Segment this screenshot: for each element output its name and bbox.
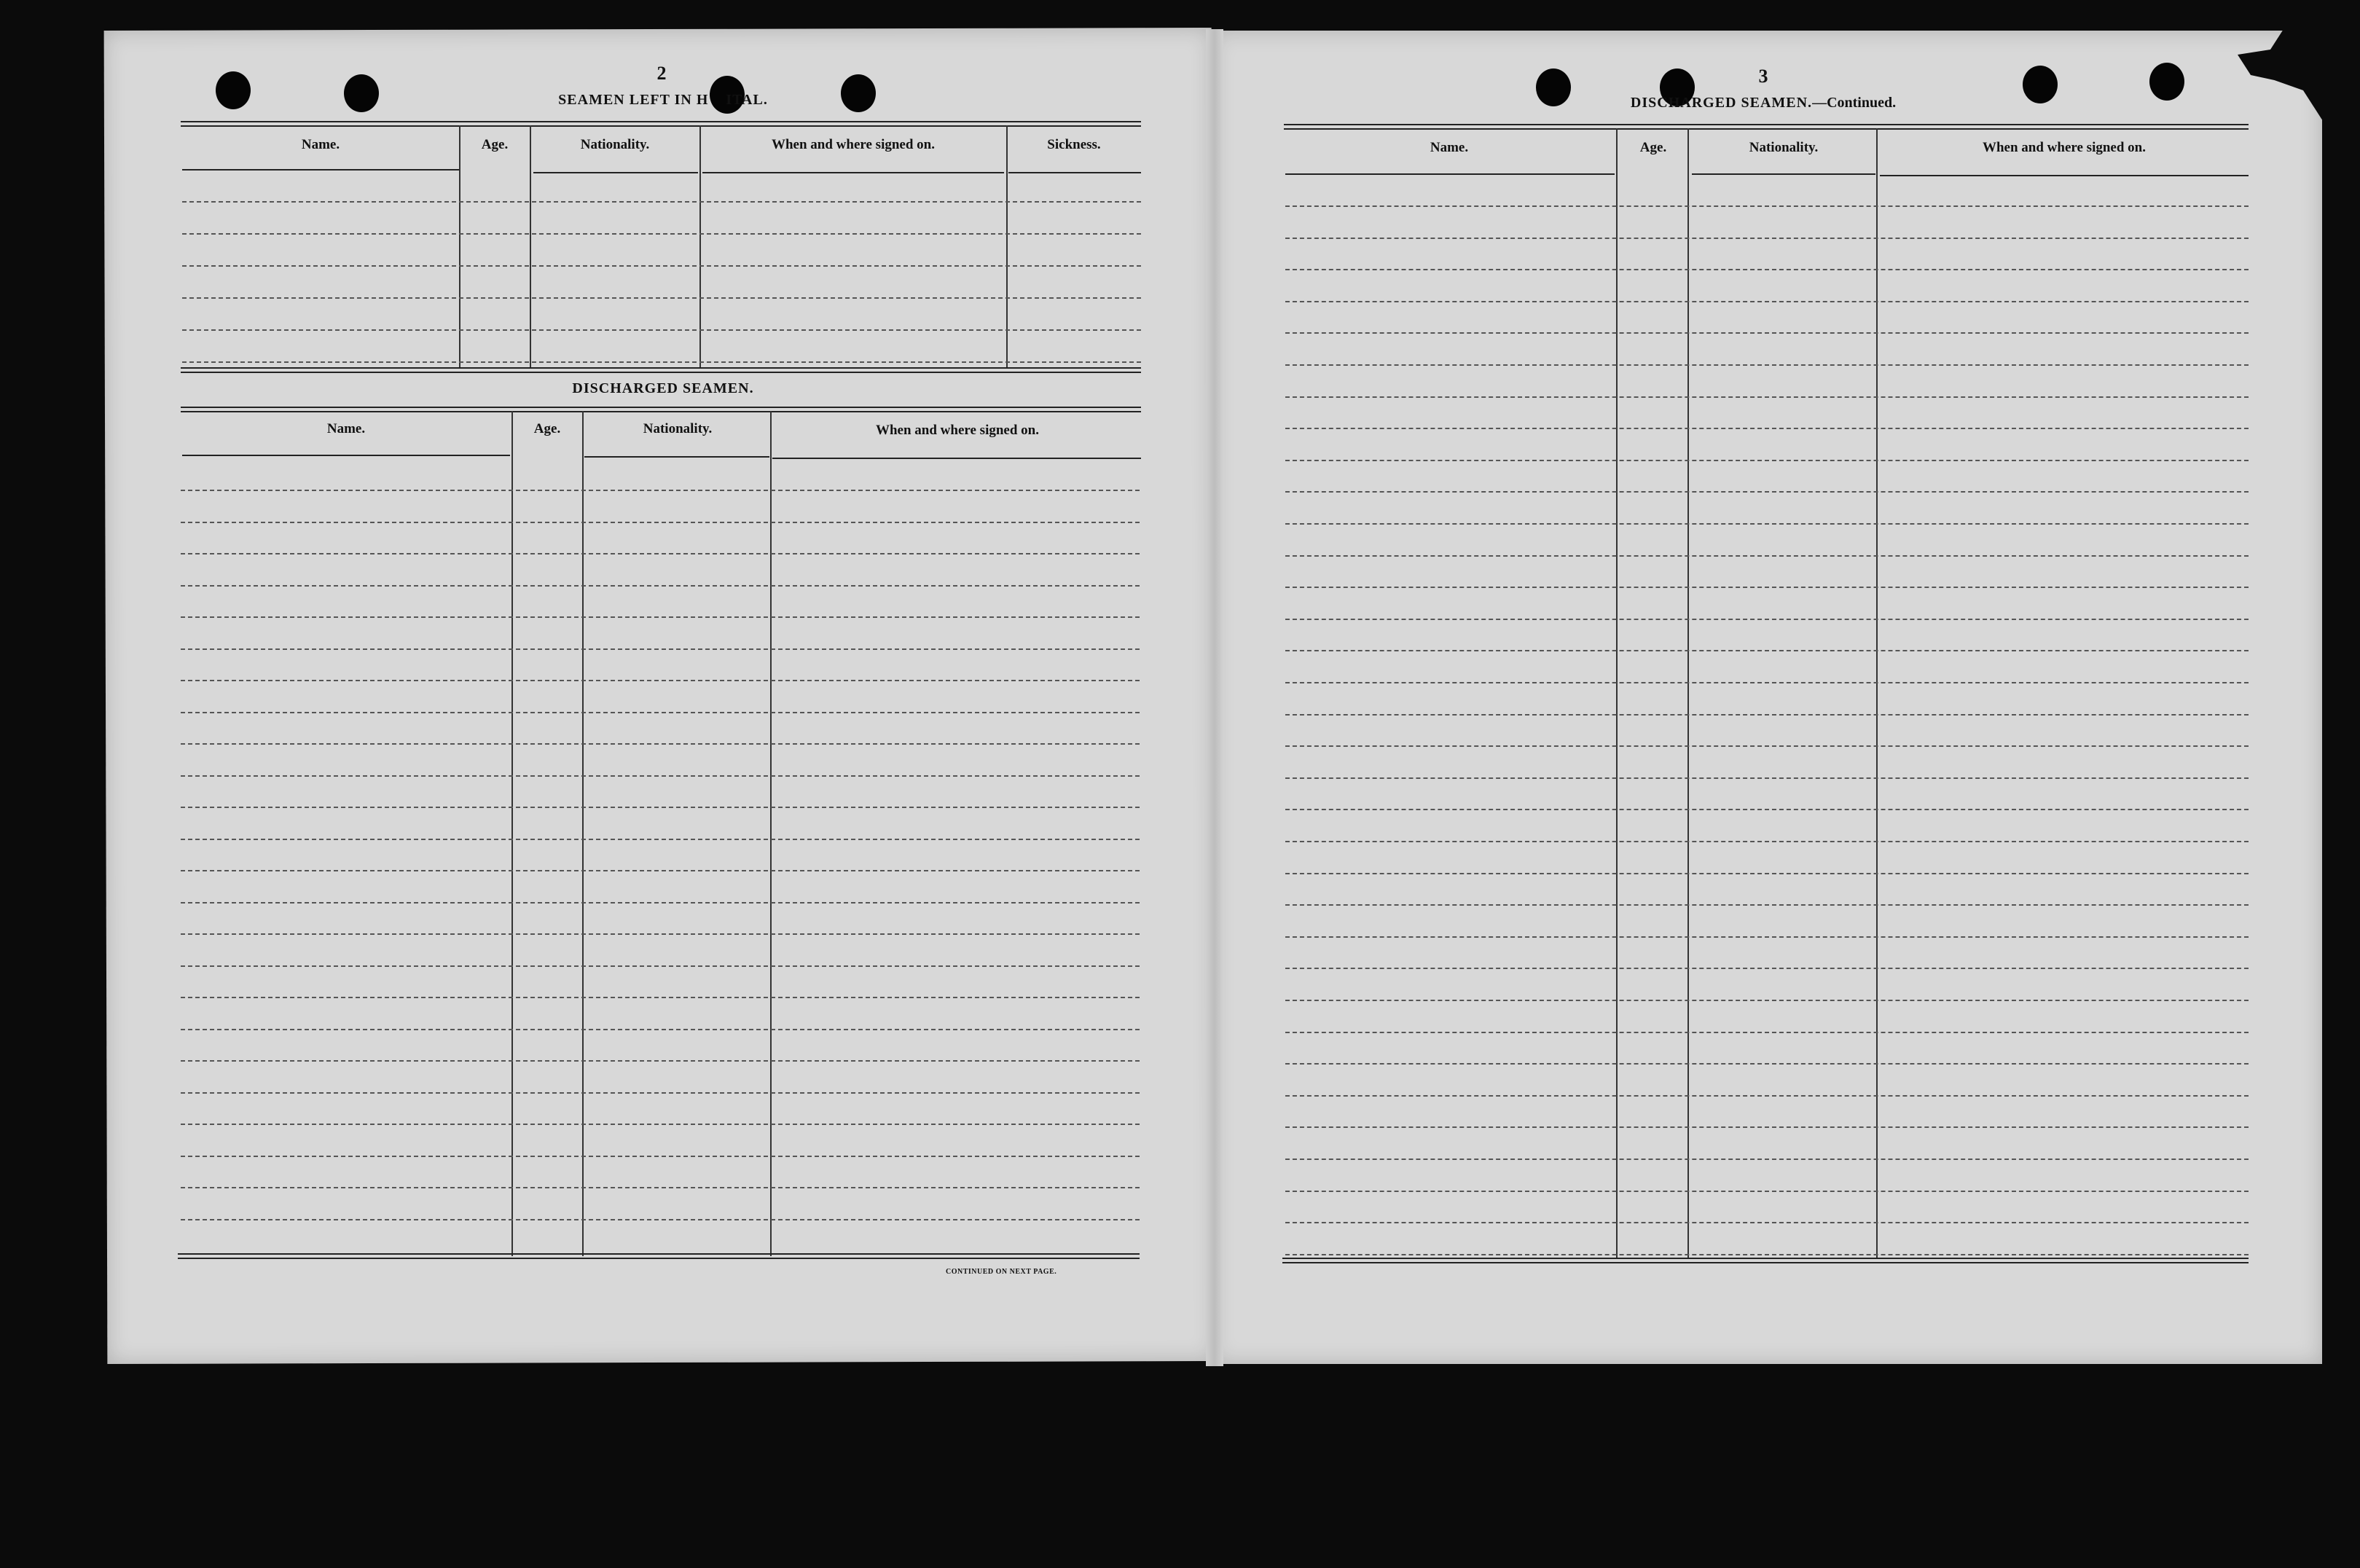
- blank-entry-line: [1285, 1254, 2249, 1255]
- column-header-age: Age.: [533, 421, 561, 436]
- blank-entry-line: [181, 1187, 1140, 1188]
- blank-entry-line: [181, 522, 1140, 523]
- column-header-signed-on: When and where signed on.: [771, 137, 935, 152]
- blank-entry-line: [181, 902, 1140, 903]
- section-title-discharged: DISCHARGED SEAMEN.: [572, 380, 754, 396]
- column-header-name: Name.: [1430, 140, 1469, 155]
- blank-entry-line: [181, 680, 1140, 681]
- column-divider: [511, 411, 513, 1256]
- blank-entry-line: [181, 775, 1140, 777]
- blank-entry-line: [1285, 269, 2249, 270]
- blank-entry-line: [1285, 714, 2249, 716]
- left-page: [104, 28, 1215, 1364]
- page-number: 2: [656, 63, 667, 84]
- section-title-suffix: —Continued.: [1812, 95, 1897, 111]
- blank-entry-line: [1285, 1222, 2249, 1223]
- blank-entry-line: [1285, 1000, 2249, 1001]
- column-divider: [459, 125, 460, 369]
- blank-entry-line: [181, 807, 1140, 808]
- blank-entry-line: [1285, 460, 2249, 461]
- blank-entry-line: [181, 585, 1140, 587]
- section-title-discharged-continued: [1559, 95, 1967, 111]
- blank-entry-line: [181, 1060, 1140, 1062]
- blank-entry-line: [1285, 491, 2249, 493]
- blank-entry-line: [1285, 1095, 2249, 1097]
- page-number: 3: [1758, 66, 1768, 87]
- blank-entry-line: [1285, 332, 2249, 334]
- blank-entry-line: [1285, 364, 2249, 366]
- blank-entry-line: [1285, 936, 2249, 938]
- blank-entry-line: [1285, 745, 2249, 747]
- column-divider: [699, 125, 701, 369]
- punch-hole: [2149, 63, 2184, 101]
- blank-entry-line: [1285, 619, 2249, 620]
- table-bottom-rule: [178, 1253, 1140, 1259]
- blank-entry-line: [1285, 650, 2249, 651]
- blank-entry-line: [1285, 841, 2249, 842]
- blank-entry-line: [182, 297, 1141, 299]
- binding-crease: [1206, 29, 1223, 1366]
- blank-entry-line: [1285, 428, 2249, 429]
- blank-entry-line: [1285, 777, 2249, 779]
- blank-entry-line: [1285, 238, 2249, 239]
- blank-entry-line: [1285, 1126, 2249, 1128]
- column-header-name: Name.: [326, 421, 366, 436]
- blank-entry-line: [181, 616, 1140, 618]
- header-underline: [702, 172, 1004, 173]
- blank-entry-line: [181, 997, 1140, 998]
- column-header-nationality: Nationality.: [1749, 140, 1819, 155]
- punch-hole: [216, 71, 251, 109]
- blank-entry-line: [1285, 682, 2249, 683]
- blank-entry-line: [181, 490, 1140, 491]
- blank-entry-line: [1285, 587, 2249, 588]
- column-header-signed-on: When and where signed on.: [1982, 140, 2146, 155]
- header-underline: [772, 458, 1141, 459]
- blank-entry-line: [182, 329, 1141, 331]
- column-header-name: Name.: [301, 137, 340, 152]
- blank-entry-line: [181, 870, 1140, 871]
- blank-entry-line: [1285, 555, 2249, 557]
- blank-entry-line: [1285, 1159, 2249, 1160]
- header-underline: [182, 169, 459, 170]
- blank-entry-line: [182, 361, 1141, 363]
- blank-entry-line: [181, 712, 1140, 713]
- blank-entry-line: [181, 648, 1140, 650]
- column-header-nationality: Nationality.: [580, 137, 650, 152]
- blank-entry-line: [1285, 968, 2249, 969]
- column-header-nationality: Nationality.: [643, 421, 713, 436]
- blank-entry-line: [181, 1124, 1140, 1125]
- header-underline: [1880, 175, 2249, 176]
- header-underline: [533, 172, 698, 173]
- punch-hole: [344, 74, 379, 112]
- blank-entry-line: [181, 839, 1140, 840]
- blank-entry-line: [1285, 1191, 2249, 1192]
- column-header-age: Age.: [481, 137, 509, 152]
- blank-entry-line: [1285, 205, 2249, 207]
- table-bottom-rule: [181, 367, 1141, 373]
- column-divider: [1006, 125, 1008, 369]
- column-header-sickness: Sickness.: [1047, 137, 1101, 152]
- blank-entry-line: [1285, 873, 2249, 874]
- section-title-text: DISCHARGED SEAMEN.: [1630, 95, 1813, 111]
- column-header-signed-on: When and where signed on.: [875, 423, 1039, 438]
- column-divider: [1687, 128, 1689, 1259]
- blank-entry-line: [181, 1092, 1140, 1094]
- continued-note: CONTINUED ON NEXT PAGE.: [946, 1268, 1057, 1276]
- column-divider: [1616, 128, 1618, 1259]
- blank-entry-line: [182, 265, 1141, 267]
- table-top-rule: [181, 407, 1141, 412]
- column-divider: [1876, 128, 1878, 1259]
- blank-entry-line: [181, 965, 1140, 967]
- table-top-rule: [181, 121, 1141, 127]
- blank-entry-line: [182, 201, 1141, 203]
- blank-entry-line: [181, 1219, 1140, 1220]
- right-page: [1213, 31, 2322, 1364]
- blank-entry-line: [181, 743, 1140, 745]
- header-underline: [584, 456, 769, 458]
- column-divider: [530, 125, 531, 369]
- table-top-rule: [1284, 124, 2249, 130]
- column-divider: [582, 411, 584, 1256]
- blank-entry-line: [181, 1029, 1140, 1030]
- punch-hole: [2023, 66, 2058, 103]
- header-underline: [1285, 173, 1615, 175]
- blank-entry-line: [1285, 809, 2249, 810]
- column-header-age: Age.: [1639, 140, 1667, 155]
- blank-entry-line: [182, 233, 1141, 235]
- table-bottom-rule: [1282, 1258, 2249, 1263]
- blank-entry-line: [1285, 523, 2249, 525]
- blank-entry-line: [1285, 396, 2249, 398]
- blank-entry-line: [181, 553, 1140, 554]
- section-title-hospital: SEAMEN LEFT IN H ITAL.: [558, 92, 768, 108]
- header-underline: [1008, 172, 1141, 173]
- header-underline: [1692, 173, 1875, 175]
- blank-entry-line: [1285, 301, 2249, 302]
- blank-entry-line: [1285, 904, 2249, 906]
- blank-entry-line: [181, 933, 1140, 935]
- column-divider: [770, 411, 772, 1256]
- header-underline: [182, 455, 510, 456]
- blank-entry-line: [181, 1156, 1140, 1157]
- blank-entry-line: [1285, 1063, 2249, 1065]
- blank-entry-line: [1285, 1032, 2249, 1033]
